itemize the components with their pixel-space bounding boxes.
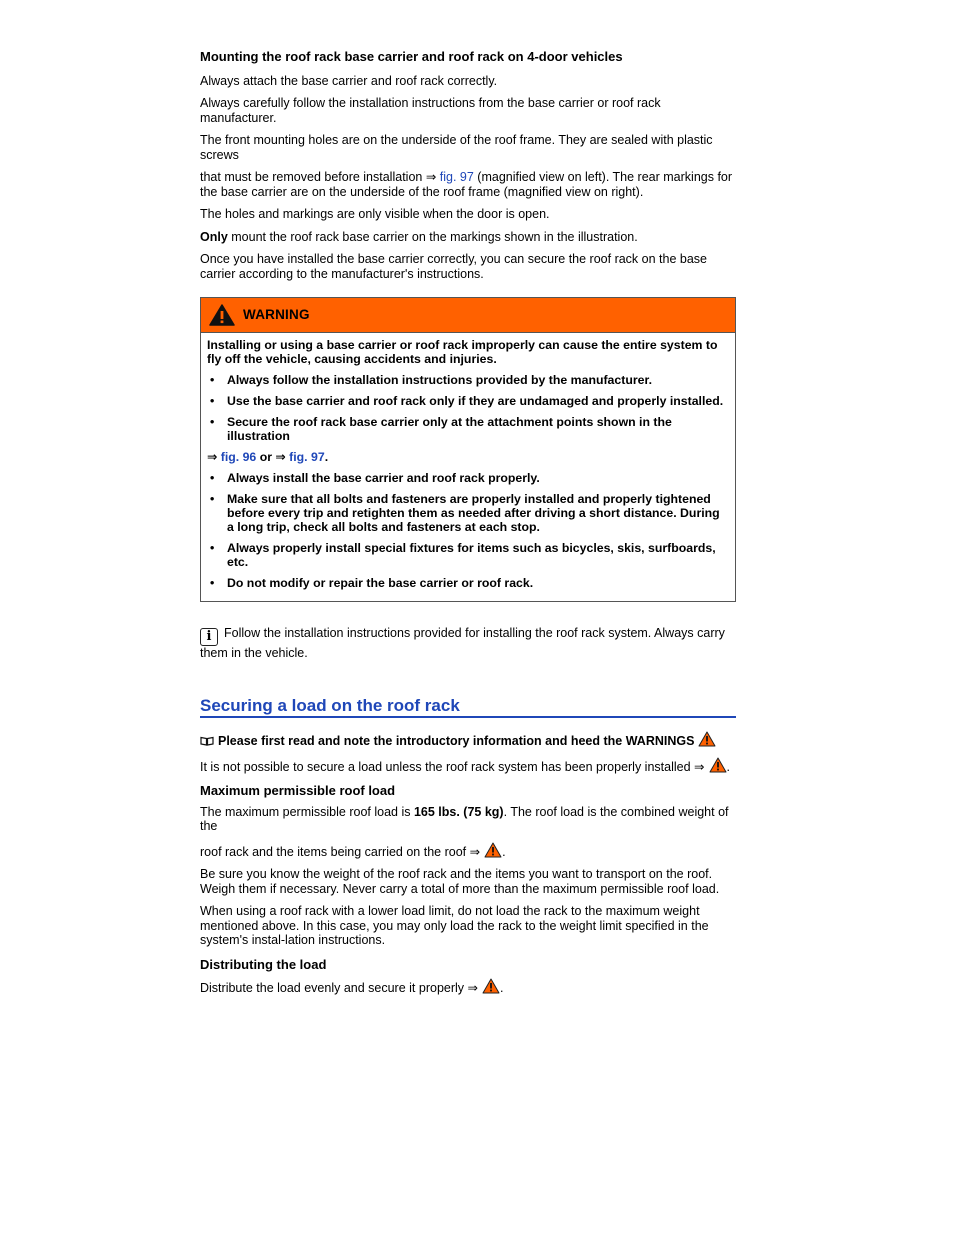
intro-text: Please first read and note the introductory information and heed the WARNINGS [218, 734, 695, 748]
paragraph [200, 805, 736, 834]
paragraph: Once you have installed the base carrier correctly, you can secure the roof rack on the base carrier according to the manufacturer's instructions. [200, 252, 707, 281]
note [200, 626, 736, 661]
list-item-text: Always properly install special fixtures for items such as bicycles, skis, surfboards, etc. [227, 541, 716, 569]
text: . [324, 450, 329, 464]
note-text: Follow the installation instructions provided for installing the roof rack system. Always carry them in the vehicle. [200, 626, 725, 660]
text: (magnified view on left). The rear markings for the base carrier are on the underside of the roof frame (magnified view on right). [200, 170, 733, 199]
warning-box [200, 297, 736, 602]
text: It is not possible to secure a load unless the roof rack system has been properly installed ⇒ [200, 759, 705, 774]
warning-intro: Installing or using a base carrier or roof rack improperly can cause the entire system to fly off the vehicle, causing accidents and injuries. [207, 338, 718, 366]
bullet: • [210, 373, 215, 387]
list-item-text: Always follow the installation instructions provided by the manufacturer. [227, 373, 652, 387]
list-item [207, 541, 729, 569]
warning-list [207, 373, 729, 443]
paragraph: Distribute the load evenly and secure it properly ⇒ . [200, 978, 736, 996]
list-item-text: Use the base carrier and roof rack only if they are undamaged and properly installed. [227, 394, 724, 408]
text: The maximum permissible roof load is [200, 804, 414, 819]
bullet: • [210, 471, 215, 485]
intro-note [200, 731, 736, 749]
paragraph: The front mounting holes are on the underside of the roof frame. They are sealed with plastic screws [200, 133, 713, 162]
fig-96-link[interactable]: fig. 96 [220, 450, 257, 464]
text: that must be removed before installation ⇒ [200, 170, 440, 184]
figure-references [207, 450, 729, 464]
paragraph: roof rack and the items being carried on the roof ⇒ . [200, 842, 736, 860]
warning-triangle-icon[interactable] [484, 842, 502, 858]
warning-body [201, 333, 735, 601]
list-item-text: Secure the roof rack base carrier only at the attachment points shown in the illustration [227, 415, 672, 443]
emphasis: 165 lbs. (75 kg) [413, 804, 504, 819]
warning-title: WARNING [243, 306, 310, 322]
bullet: • [210, 394, 215, 408]
list-item-text: Do not modify or repair the base carrier or roof rack. [227, 576, 534, 590]
list-item [207, 492, 729, 534]
paragraph [200, 230, 736, 245]
fig-97-link[interactable]: fig. 97 [439, 170, 474, 184]
list-item [207, 576, 729, 590]
text: or ⇒ [256, 450, 290, 464]
text: Distribute the load evenly and secure it properly ⇒ [200, 981, 478, 995]
paragraph: Always carefully follow the installation instructions from the base carrier or roof rack manufacturer. [200, 96, 661, 125]
list-item [207, 373, 729, 387]
subsection-heading: Distributing the load [200, 956, 327, 972]
book-icon [200, 736, 214, 746]
text: mount the roof rack base carrier on the markings shown in the illustration. [227, 229, 638, 244]
bullet: • [210, 541, 215, 555]
warning-triangle-icon [209, 304, 235, 326]
paragraph: When using a roof rack with a lower load limit, do not load the rack to the maximum weight mentioned above. In this case, you may only load the rack to the weight limit specified in the system's instal-lation instructions. [200, 904, 709, 947]
document-page [200, 50, 736, 1004]
list-item-text: Make sure that all bolts and fasteners are properly installed and properly tightened before every trip and retighten them as needed after driving a short distance. During a long trip, check all bolts and fasteners at each stop. [227, 492, 720, 534]
emphasis: Only [200, 229, 228, 244]
warning-triangle-icon[interactable] [698, 731, 716, 747]
arrow: ⇒ [207, 450, 221, 464]
bullet: • [210, 415, 215, 429]
paragraph: Always attach the base carrier and roof rack correctly. [200, 73, 498, 88]
bullet: • [210, 492, 215, 506]
paragraph: Be sure you know the weight of the roof rack and the items you want to transport on the roof. Weigh them if necessary. Never carry a total of more than the maximum permissible roof load. [200, 867, 720, 896]
list-item [207, 394, 729, 408]
text: . The roof load is the combined weight of the [200, 804, 729, 833]
list-item-text: Always install the base carrier and roof rack properly. [227, 471, 540, 485]
warning-triangle-icon[interactable] [709, 757, 727, 773]
text: roof rack and the items being carried on the roof ⇒ [200, 844, 481, 859]
paragraph [200, 170, 736, 199]
section-title: Securing a load on the roof rack [200, 699, 736, 719]
info-icon: i [200, 628, 218, 646]
fig-97-link[interactable]: fig. 97 [289, 450, 325, 464]
paragraph: The holes and markings are only visible when the door is open. [200, 207, 550, 221]
list-item [207, 415, 729, 443]
list-item [207, 471, 729, 485]
bullet: • [210, 576, 215, 590]
paragraph: It is not possible to secure a load unless the roof rack system has been properly installed ⇒ . [200, 757, 736, 775]
warning-list [207, 471, 729, 590]
warning-header [201, 298, 735, 333]
warning-triangle-icon[interactable] [482, 978, 500, 994]
subsection-heading: Maximum permissible roof load [200, 783, 396, 798]
section-heading: Mounting the roof rack base carrier and roof rack on 4-door vehicles [200, 49, 623, 64]
